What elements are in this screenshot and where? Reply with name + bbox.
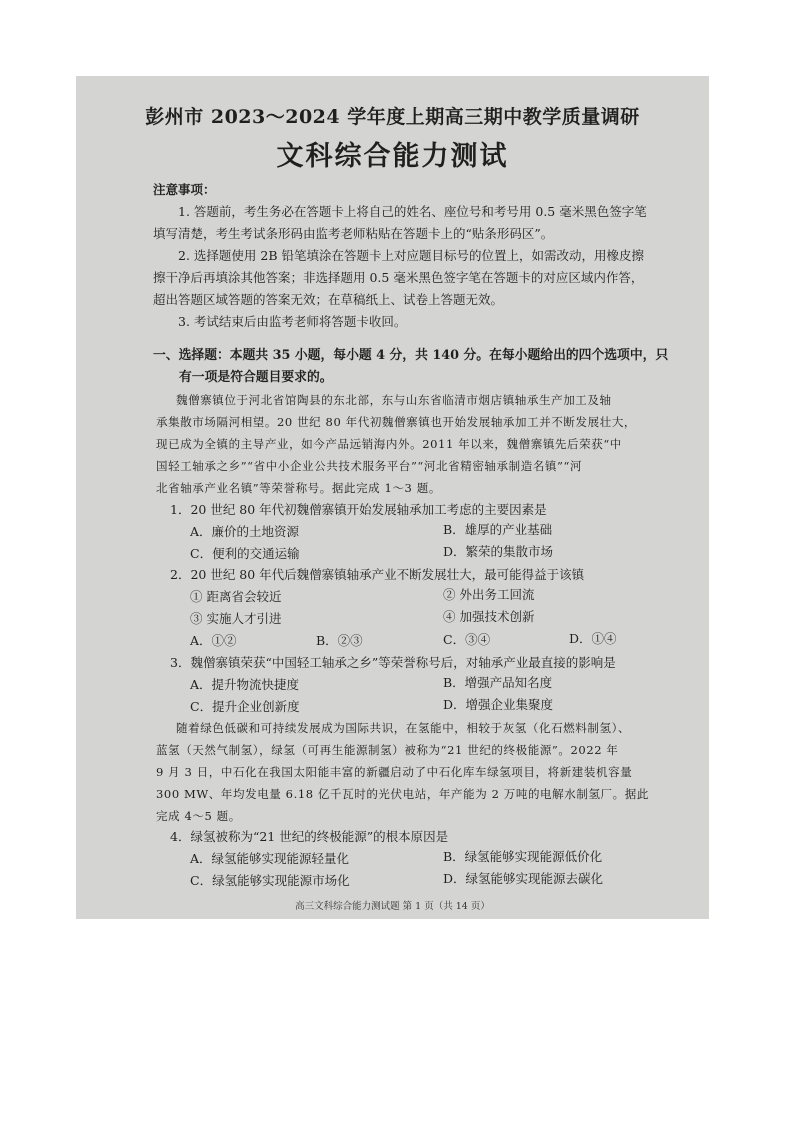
q2-option-c: C．③④ [443,632,491,647]
passage-line: 随着绿色低碳和可持续发展成为国际共识，在氢能中，相较于灰氢（化石燃料制氢）、 [176,721,631,735]
exam-subtitle: 文科综合能力测试 [276,141,509,172]
exam-page-photo [76,76,709,919]
question-1-stem: 1．20 世纪 80 年代初魏僧寨镇开始发展轴承加工考虑的主要因素是 [170,502,547,517]
passage-line: 国轻工轴承之乡”“省中小企业公共技术服务平台”“河北省精密轴承制造名镇”“河 [156,459,583,473]
passage-line: 魏僧寨镇位于河北省馆陶县的东北部，东与山东省临清市烟店镇轴承生产加工及轴 [176,393,612,407]
passage-line: 完成 4～5 题。 [156,809,241,823]
q2-statement-4: ④ 加强技术创新 [443,609,535,624]
q4-option-b: B．绿氢能够实现能源低价化 [443,849,603,864]
passage-line: 现已成为全镇的主导产业，如今产品远销海内外。2011 年以来，魏僧寨镇先后荣获“中 [156,437,622,451]
question-4-stem: 4．绿氢被称为“21 世纪的终极能源”的根本原因是 [170,829,449,844]
question-2-stem: 2．20 世纪 80 年代后魏僧寨镇轴承产业不断发展壮大，最可能得益于该镇 [170,567,585,582]
q1-option-d: D．繁荣的集散市场 [443,544,554,559]
q2-option-a: A．①② [190,633,237,648]
notice-line: 超出答题区域答题的答案无效；在草稿纸上、试卷上答题无效。 [153,292,504,307]
q2-option-d: D．①④ [569,631,617,646]
q2-statement-1: ① 距离省会较近 [190,589,282,604]
notice-heading: 注意事项： [153,182,216,197]
q1-option-a: A．廉价的土地资源 [190,524,300,539]
question-3-stem: 3．魏僧寨镇荣获“中国轻工轴承之乡”等荣誉称号后，对轴承产业最直接的影响是 [170,655,616,670]
q1-option-c: C．便利的交通运输 [190,546,300,561]
passage-line: 北省轴承产业名镇”等荣誉称号。据此完成 1～3 题。 [156,481,441,495]
q3-option-a: A．提升物流快捷度 [190,677,300,692]
passage-line: 承集散市场隔河相望。20 世纪 80 年代初魏僧寨镇也开始发展轴承加工并不断发展壮大， [156,415,637,429]
q2-statement-3: ③ 实施人才引进 [190,611,282,626]
notice-line: 填写清楚，考生考试条形码由监考老师粘贴在答题卡上的“贴条形码区”。 [153,226,554,241]
page-footer: 高三文科综合能力测试题 第 1 页（共 14 页） [295,901,490,912]
notice-line: 3. 考试结束后由监考老师将答题卡收回。 [178,314,407,329]
q1-option-b: B．雄厚的产业基础 [443,522,553,537]
q2-option-b: B．②③ [316,633,363,648]
q4-option-c: C．绿氢能够实现能源市场化 [190,873,350,888]
passage-line: 蓝氢（天然气制氢），绿氢（可再生能源制氢）被称为“21 世纪的终极能源”。2022 年 [156,743,619,757]
passage-line: 300 MW、年均发电量 6.18 亿千瓦时的光伏电站，年产能为 2 万吨的电解水制氢厂。据此 [156,787,649,801]
section-heading: 一、选择题：本题共 35 小题，每小题 4 分，共 140 分。在每小题给出的四个选项中，只 [153,348,669,363]
q4-option-d: D．绿氢能够实现能源去碳化 [443,871,604,886]
q3-option-d: D．增强企业集聚度 [443,697,554,712]
exam-title: 彭州市 2023～2024 学年度上期高三期中教学质量调研 [145,106,640,128]
passage-line: 9 月 3 日，中石化在我国太阳能丰富的新疆启动了中石化库车绿氢项目，将新建装机容量 [156,765,633,779]
section-heading-cont: 有一项是符合题目要求的。 [179,370,333,385]
notice-line: 擦干净后再填涂其他答案；非选择题用 0.5 毫米黑色签字笔在答题卡的对应区域内作答， [153,270,644,285]
q3-option-b: B．增强产品知名度 [443,675,553,690]
q4-option-a: A．绿氢能够实现能源轻量化 [190,851,350,866]
notice-line: 2. 选择题使用 2B 铅笔填涂在答题卡上对应题目标号的位置上，如需改动，用橡皮擦 [178,248,644,263]
q3-option-c: C．提升企业创新度 [190,699,300,714]
notice-line: 1. 答题前，考生务必在答题卡上将自己的姓名、座位号和考号用 0.5 毫米黑色签字笔 [178,204,647,219]
q2-statement-2: ② 外出务工回流 [443,587,535,602]
